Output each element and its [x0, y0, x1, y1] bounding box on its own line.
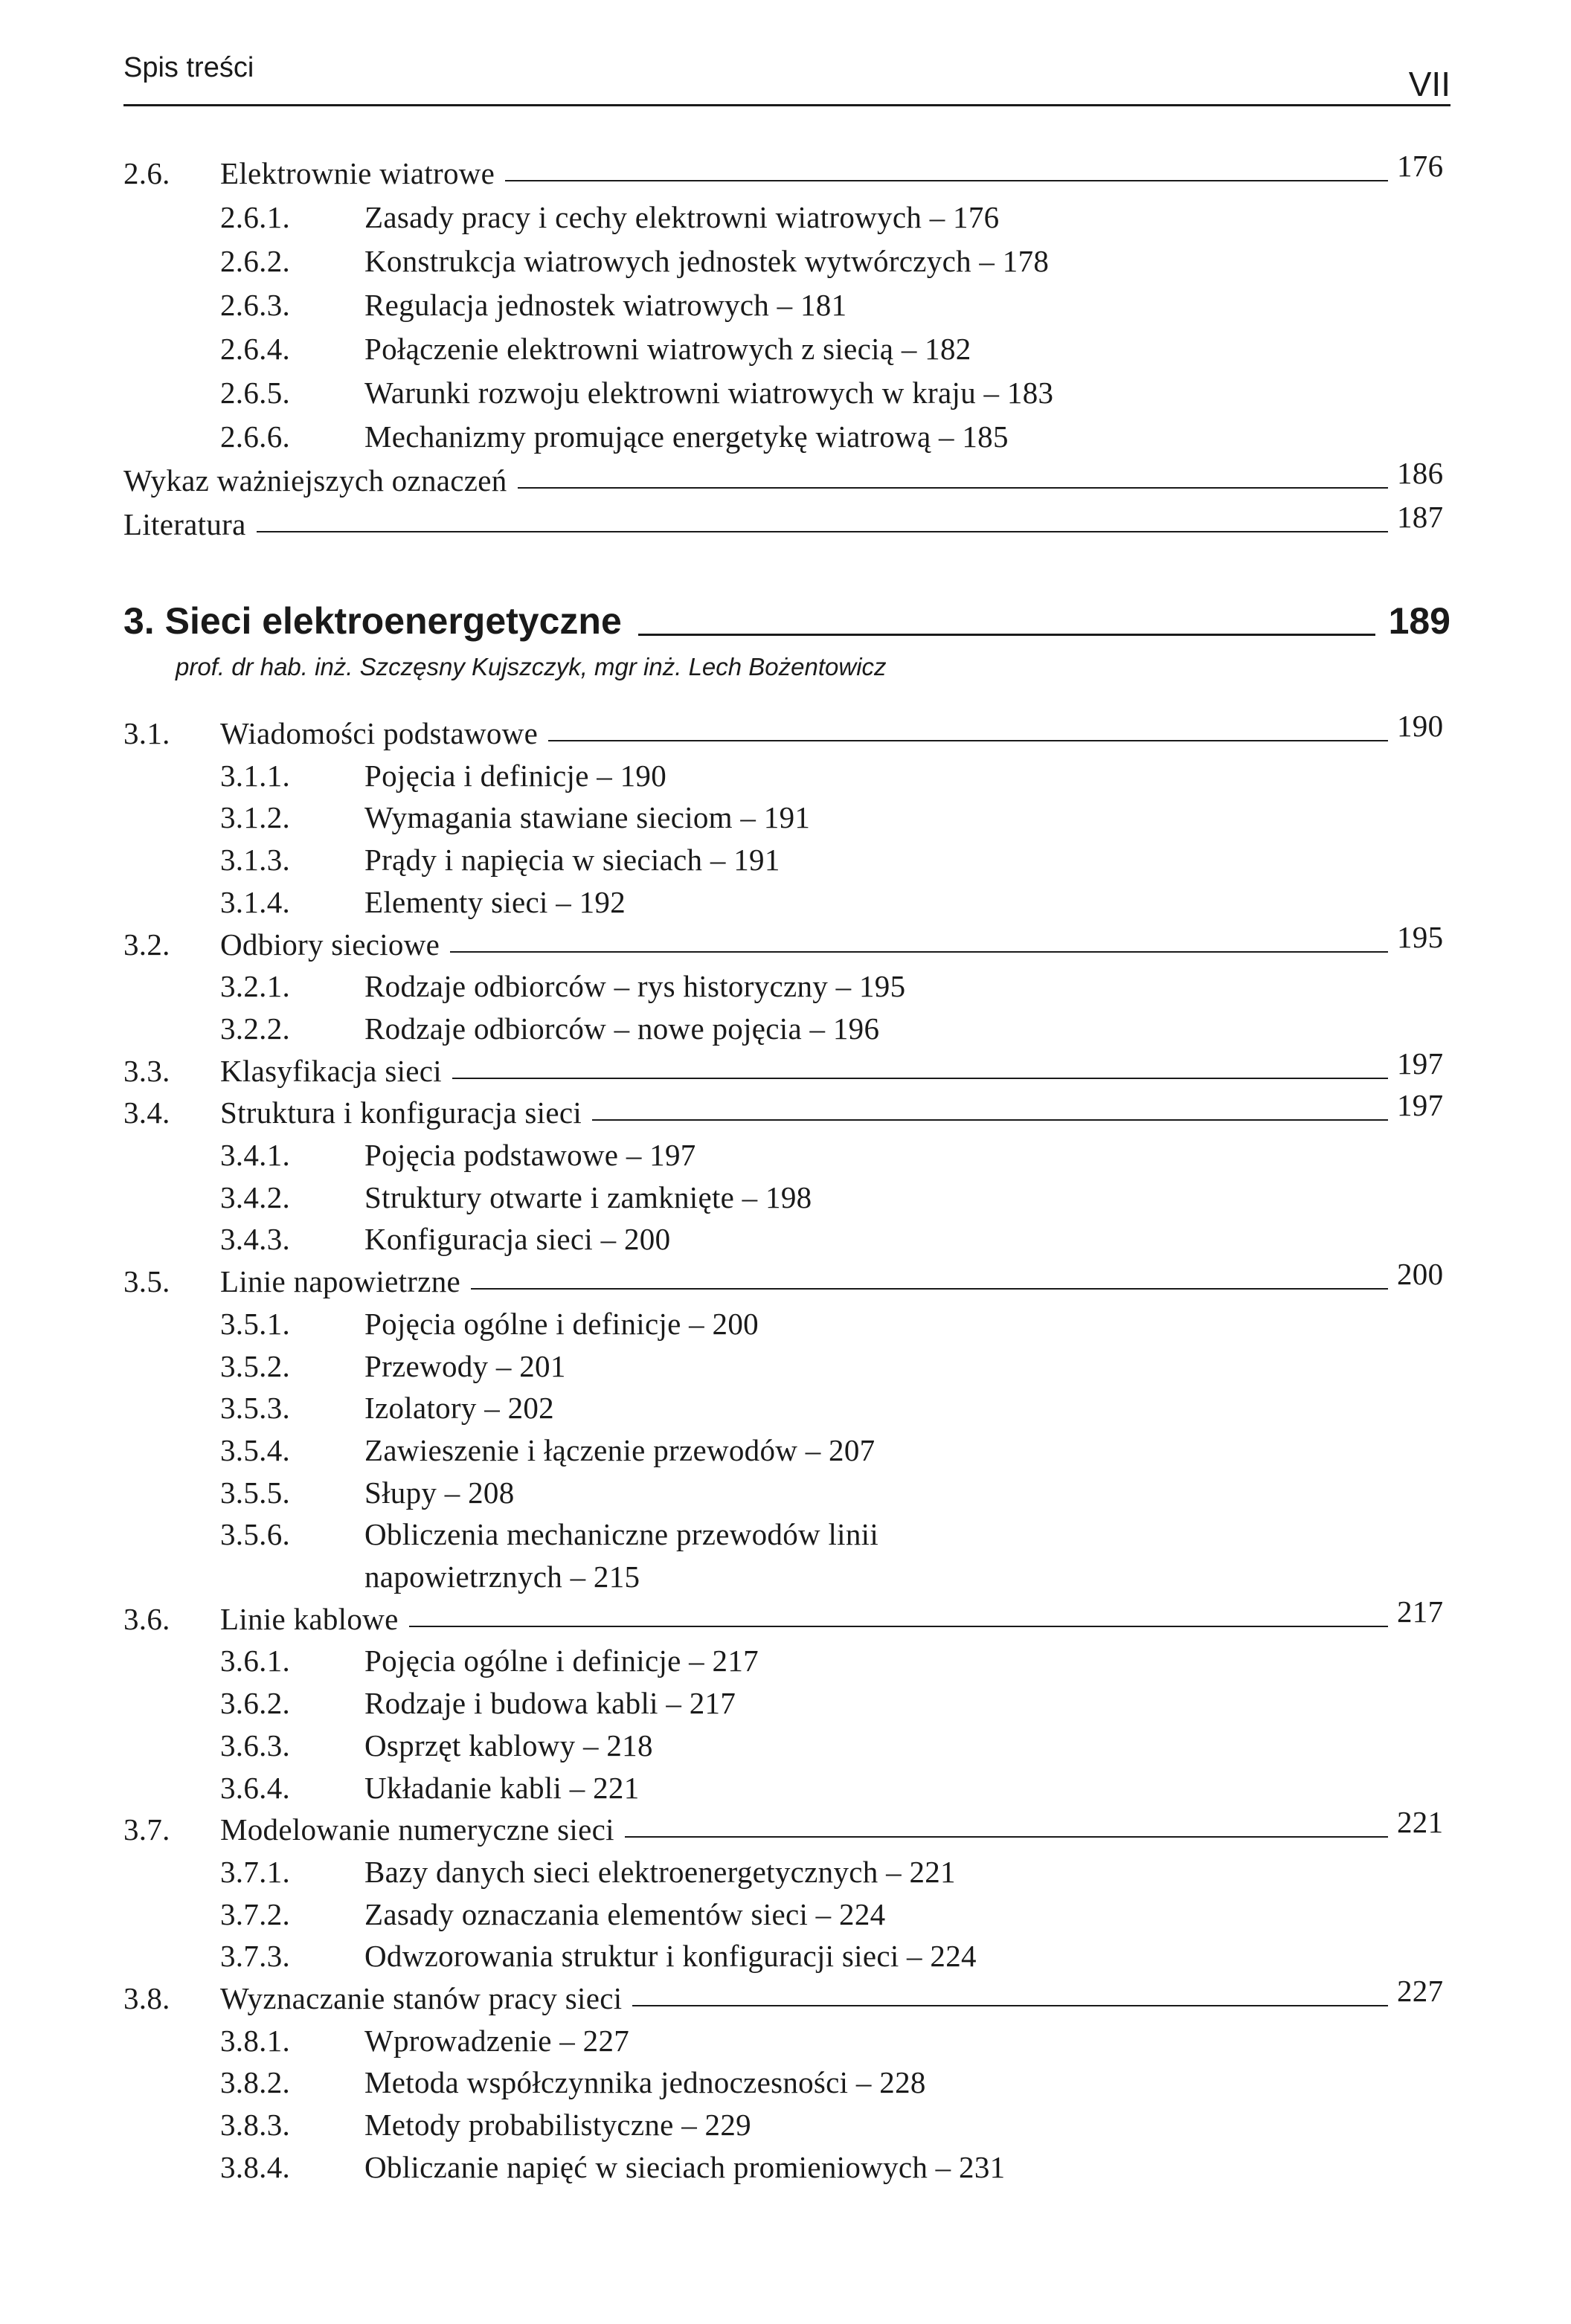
entry-number: 3.1.4. [220, 884, 291, 919]
header-page-number: VII [1408, 65, 1450, 103]
entry-number: 3.7.1. [220, 1854, 291, 1889]
toc-entry [0, 709, 1571, 754]
leader-line [548, 740, 1388, 741]
leader-line [505, 180, 1388, 181]
toc-subentry [0, 2020, 1571, 2061]
entry-title: Linie napowietrzne [220, 1264, 461, 1299]
entry-title: Modelowanie numeryczne sieci [220, 1812, 614, 1847]
toc-subentry [0, 965, 1571, 1007]
toc-subentry [0, 2104, 1571, 2146]
toc-subentry [0, 1725, 1571, 1766]
entry-number: 3.6.2. [220, 1686, 291, 1721]
entry-title: Rodzaje odbiorców – rys historyczny – 195 [364, 969, 906, 1004]
toc-entry [0, 1088, 1571, 1133]
entry-title: Warunki rozwoju elektrowni wiatrowych w kraju – 183 [364, 376, 1054, 410]
toc-entry [0, 500, 1571, 545]
entry-number: 3.4.2. [220, 1179, 291, 1214]
entry-page: 217 [1397, 1594, 1444, 1629]
entry-title: Obliczanie napięć w sieciach promieniowych – 231 [364, 2149, 1006, 2184]
entry-number: 3.6.4. [220, 1770, 291, 1805]
toc-subentry [0, 1177, 1571, 1218]
toc-subentry [0, 328, 1571, 370]
toc-subentry [0, 796, 1571, 838]
toc-subentry [0, 1767, 1571, 1809]
entry-number: 2.6.1. [220, 200, 291, 234]
entry-number: 3.5.1. [220, 1306, 291, 1341]
leader-line [450, 951, 1388, 953]
entry-page: 190 [1397, 709, 1444, 743]
toc-subentry [0, 1851, 1571, 1893]
entry-title: Wyznaczanie stanów pracy sieci [220, 1981, 623, 2015]
toc-entry [0, 1974, 1571, 2019]
entry-number: 3.5.3. [220, 1391, 291, 1426]
entry-title: Pojęcia podstawowe – 197 [364, 1138, 696, 1172]
entry-title: Konfiguracja sieci – 200 [364, 1222, 671, 1257]
entry-number: 3.1.1. [220, 758, 291, 793]
entry-number: 3.8.2. [220, 2065, 291, 2100]
running-header [123, 52, 1450, 106]
entry-page: 176 [1397, 149, 1444, 183]
entry-title: Literatura [123, 507, 246, 541]
toc-subentry [0, 1134, 1571, 1176]
toc-subentry [0, 1513, 1571, 1555]
toc-subentry [0, 881, 1571, 923]
entry-number: 3.4. [123, 1095, 170, 1130]
toc-entry [0, 1805, 1571, 1850]
entry-number: 3.3. [123, 1053, 170, 1088]
entry-number: 3.5.4. [220, 1432, 291, 1467]
entry-title: Rodzaje i budowa kabli – 217 [364, 1686, 736, 1721]
toc-subentry [0, 1429, 1571, 1471]
entry-number: 3.1.2. [220, 800, 291, 835]
entry-number: 3.1.3. [220, 843, 291, 878]
leader-line [409, 1626, 1388, 1627]
chapter-title: 3. Sieci elektroenergetyczne [123, 600, 622, 642]
toc-subentry [0, 1640, 1571, 1681]
entry-title: Wymagania stawiane sieciom – 191 [364, 800, 811, 835]
toc-subentry [0, 284, 1571, 326]
entry-number: 3.6.3. [220, 1728, 291, 1763]
entry-title: Zasady oznaczania elementów sieci – 224 [364, 1896, 886, 1931]
entry-number: 3.2.1. [220, 969, 291, 1004]
entry-title: Elementy sieci – 192 [364, 884, 626, 919]
entry-number: 3.5.2. [220, 1348, 291, 1383]
entry-number: 3.4.1. [220, 1138, 291, 1172]
toc-subentry [0, 240, 1571, 282]
toc-subentry [0, 1218, 1571, 1260]
leader-line [632, 2005, 1388, 2006]
chapter-page: 189 [1388, 600, 1450, 642]
entry-number: 3.5.5. [220, 1475, 291, 1510]
entry-number: 3.2. [123, 927, 170, 962]
entry-page: 197 [1397, 1088, 1444, 1123]
entry-title: Przewody – 201 [364, 1348, 566, 1383]
entry-title: Mechanizmy promujące energetykę wiatrową – 185 [364, 419, 1009, 454]
entry-title: Zasady pracy i cechy elektrowni wiatrowych – 176 [364, 200, 1000, 234]
entry-title: Struktury otwarte i zamknięte – 198 [364, 1179, 812, 1214]
entry-number: 3.8.1. [220, 2023, 291, 2058]
entry-title: Metoda współczynnika jednoczesności – 228 [364, 2065, 926, 2100]
chapter-heading [123, 595, 1450, 647]
toc-subentry [0, 1345, 1571, 1387]
entry-number: 3.6.1. [220, 1644, 291, 1678]
entry-title: Odbiory sieciowe [220, 927, 440, 962]
entry-title: Izolatory – 202 [364, 1391, 554, 1426]
entry-number: 3.7.3. [220, 1939, 291, 1974]
entry-title: Linie kablowe [220, 1601, 399, 1636]
entry-number: 2.6. [123, 156, 170, 190]
entry-number: 2.6.2. [220, 244, 291, 278]
entry-number: 3.7. [123, 1812, 170, 1847]
leader-line [257, 531, 1388, 532]
toc-subentry [0, 416, 1571, 457]
entry-page: 197 [1397, 1046, 1444, 1081]
entry-title: Regulacja jednostek wiatrowych – 181 [364, 288, 847, 322]
leader-line [471, 1288, 1388, 1290]
entry-number: 3.8.3. [220, 2108, 291, 2143]
entry-title: Pojęcia ogólne i definicje – 200 [364, 1306, 759, 1341]
entry-number: 3.6. [123, 1601, 170, 1636]
toc-subentry [0, 1556, 1571, 1597]
entry-title: Osprzęt kablowy – 218 [364, 1728, 653, 1763]
entry-number: 3.8.4. [220, 2149, 291, 2184]
entry-title: Elektrownie wiatrowe [220, 156, 495, 190]
leader-line [625, 1836, 1388, 1838]
toc-subentry [0, 755, 1571, 796]
toc-subentry [0, 2061, 1571, 2103]
leader-line [638, 634, 1375, 636]
toc-entry [0, 1257, 1571, 1302]
entry-number: 2.6.3. [220, 288, 291, 322]
entry-number: 2.6.5. [220, 376, 291, 410]
toc-subentry [0, 196, 1571, 238]
toc-subentry [0, 1682, 1571, 1724]
header-title: Spis treści [123, 52, 254, 83]
entry-number: 2.6.4. [220, 332, 291, 366]
entry-number: 2.6.6. [220, 419, 291, 454]
entry-page: 195 [1397, 919, 1444, 954]
toc-subentry [0, 1303, 1571, 1345]
toc-subentry [0, 2146, 1571, 2188]
entry-page: 187 [1397, 500, 1444, 534]
entry-title: Wiadomości podstawowe [220, 716, 539, 750]
entry-number: 3.4.3. [220, 1222, 291, 1257]
toc-entry [0, 149, 1571, 194]
entry-title: Struktura i konfiguracja sieci [220, 1095, 582, 1130]
entry-page: 186 [1397, 456, 1444, 490]
entry-title: Zawieszenie i łączenie przewodów – 207 [364, 1432, 876, 1467]
entry-number: 3.5. [123, 1264, 170, 1299]
toc-entry [0, 919, 1571, 965]
entry-title: Odwzorowania struktur i konfiguracji sieci – 224 [364, 1939, 977, 1974]
toc-subentry [0, 1893, 1571, 1935]
toc-entry [0, 456, 1571, 501]
toc-subentry [0, 1472, 1571, 1513]
entry-title: Połączenie elektrowni wiatrowych z siecią – 182 [364, 332, 971, 366]
entry-title: Bazy danych sieci elektroenergetycznych – 221 [364, 1854, 956, 1889]
toc-subentry [0, 372, 1571, 413]
entry-page: 221 [1397, 1805, 1444, 1840]
toc-subentry [0, 1935, 1571, 1977]
entry-number: 3.2.2. [220, 1011, 291, 1046]
leader-line [518, 487, 1388, 489]
toc-subentry [0, 839, 1571, 881]
entry-number: 3.8. [123, 1981, 170, 2015]
entry-title: Obliczenia mechaniczne przewodów linii [364, 1517, 879, 1552]
entry-title: Prądy i napięcia w sieciach – 191 [364, 843, 780, 878]
entry-title: Wprowadzenie – 227 [364, 2023, 630, 2058]
toc-subentry [0, 1008, 1571, 1049]
entry-title: Układanie kabli – 221 [364, 1770, 640, 1805]
entry-number: 3.7.2. [220, 1896, 291, 1931]
toc-entry [0, 1594, 1571, 1640]
leader-line [452, 1078, 1388, 1079]
entry-title: Pojęcia i definicje – 190 [364, 758, 666, 793]
leader-line [592, 1119, 1388, 1121]
toc-subentry [0, 1387, 1571, 1429]
entry-title: napowietrznych – 215 [364, 1559, 640, 1594]
entry-number: 3.1. [123, 716, 170, 750]
entry-page: 227 [1397, 1974, 1444, 2008]
entry-title: Słupy – 208 [364, 1475, 515, 1510]
entry-number: 3.5.6. [220, 1517, 291, 1552]
entry-title: Wykaz ważniejszych oznaczeń [123, 463, 507, 498]
entry-title: Pojęcia ogólne i definicje – 217 [364, 1644, 759, 1678]
entry-title: Metody probabilistyczne – 229 [364, 2108, 751, 2143]
entry-page: 200 [1397, 1257, 1444, 1292]
entry-title: Konstrukcja wiatrowych jednostek wytwórczych – 178 [364, 244, 1050, 278]
chapter-authors: prof. dr hab. inż. Szczęsny Kujszczyk, mgr inż. Lech Bożentowicz [176, 653, 887, 680]
entry-title: Klasyfikacja sieci [220, 1053, 442, 1088]
entry-title: Rodzaje odbiorców – nowe pojęcia – 196 [364, 1011, 880, 1046]
toc-entry [0, 1046, 1571, 1092]
